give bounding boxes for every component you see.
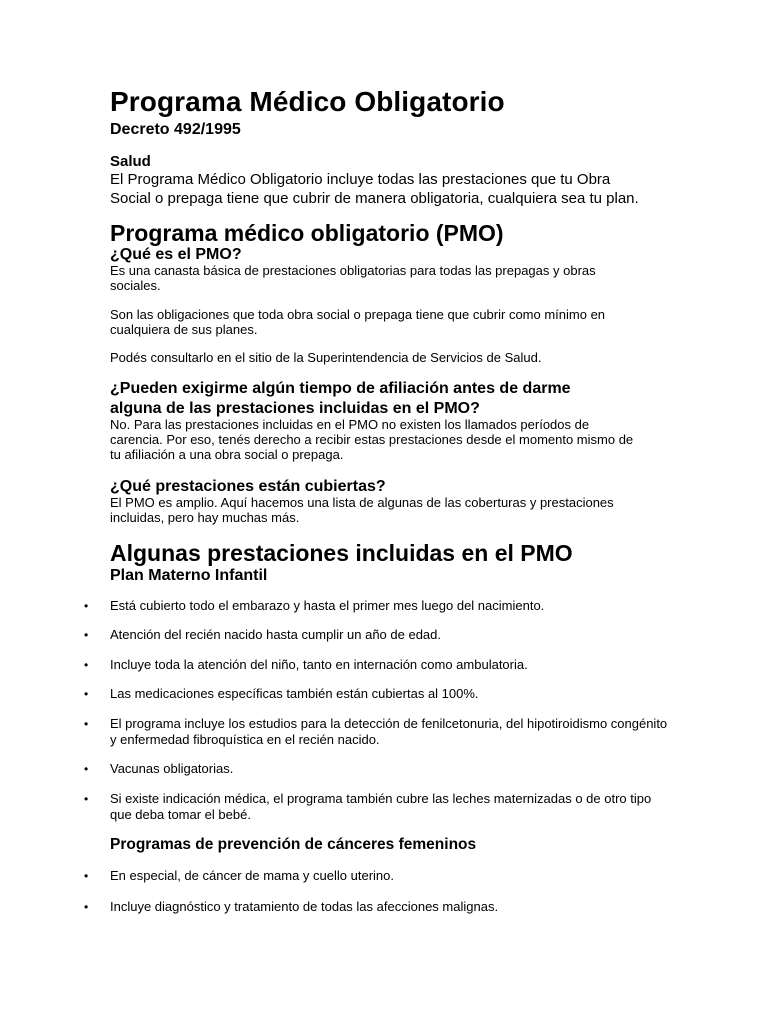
- bullet-icon: •: [84, 869, 89, 883]
- q3-heading: ¿Qué prestaciones están cubiertas?: [110, 478, 386, 495]
- bullet-icon: •: [84, 628, 89, 642]
- document-title: Programa Médico Obligatorio: [110, 86, 505, 117]
- q2-line-1: No. Para las prestaciones incluidas en el PMO no existen los llamados períodos de: [110, 417, 590, 432]
- decree-subtitle: Decreto 492/1995: [110, 121, 241, 138]
- intro-line-1: El Programa Médico Obligatorio incluye todas las prestaciones que tu Obra: [110, 171, 611, 188]
- q1-p3: Podés consultarlo en el sitio de la Superintendencia de Servicios de Salud.: [110, 350, 542, 365]
- intro-line-2: Social o prepaga tiene que cubrir de manera obligatoria, cualquiera sea tu plan.: [110, 190, 639, 207]
- q2-heading-line-2: alguna de las prestaciones incluidas en el PMO?: [110, 400, 480, 417]
- section1-title: Programa médico obligatorio (PMO): [110, 220, 504, 246]
- q3-line-2: incluidas, pero hay muchas más.: [110, 510, 300, 525]
- bullet-icon: •: [84, 792, 89, 806]
- list-item-text: Incluye diagnóstico y tratamiento de todas las afecciones malignas.: [110, 899, 499, 914]
- q2-heading-line-1: ¿Pueden exigirme algún tiempo de afiliación antes de darme: [110, 380, 571, 397]
- list-item-text: El programa incluye los estudios para la detección de fenilcetonuria, del hipotiroidismo congénito y enfermedad fibroquística en el recién nacido.: [110, 716, 668, 747]
- q3-line-1: El PMO es amplio. Aquí hacemos una lista de algunas de las coberturas y prestaciones: [110, 495, 614, 510]
- bullet-icon: •: [84, 599, 89, 613]
- q2-line-2: carencia. Por eso, tenés derecho a recibir estas prestaciones desde el momento mismo de: [110, 432, 634, 447]
- q2-line-3: tu afiliación a una obra social o prepaga.: [110, 447, 344, 462]
- q1-p1-line-1: Es una canasta básica de prestaciones obligatorias para todas las prepagas y obras: [110, 263, 596, 278]
- section2-title: Algunas prestaciones incluidas en el PMO: [110, 540, 573, 566]
- list-item-text: En especial, de cáncer de mama y cuello uterino.: [110, 868, 394, 883]
- bullet-icon: •: [84, 687, 89, 701]
- plan-heading: Plan Materno Infantil: [110, 567, 268, 584]
- list-item-text: Incluye toda la atención del niño, tanto en internación como ambulatoria.: [110, 657, 528, 672]
- bullet-icon: •: [84, 900, 89, 914]
- list-item-text: Si existe indicación médica, el programa también cubre las leches maternizadas o de otro tipo que deba tomar el bebé.: [110, 791, 652, 822]
- q1-p2-line-2: cualquiera de sus planes.: [110, 322, 258, 337]
- bullet-icon: •: [84, 762, 89, 776]
- bullet-icon: •: [84, 658, 89, 672]
- cancer-heading: Programas de prevención de cánceres femeninos: [110, 836, 477, 853]
- list-item-text: Vacunas obligatorias.: [110, 761, 234, 776]
- q1-p2-line-1: Son las obligaciones que toda obra social o prepaga tiene que cubrir como mínimo en: [110, 307, 606, 322]
- list-item-text: Las medicaciones específicas también están cubiertas al 100%.: [110, 686, 479, 701]
- list-item-text: Está cubierto todo el embarazo y hasta el primer mes luego del nacimiento.: [110, 598, 545, 613]
- list-item-text: Atención del recién nacido hasta cumplir un año de edad.: [110, 627, 441, 642]
- q1-heading: ¿Qué es el PMO?: [110, 246, 242, 263]
- intro-heading: Salud: [110, 153, 151, 170]
- q1-p1-line-2: sociales.: [110, 278, 161, 293]
- bullet-icon: •: [84, 717, 89, 731]
